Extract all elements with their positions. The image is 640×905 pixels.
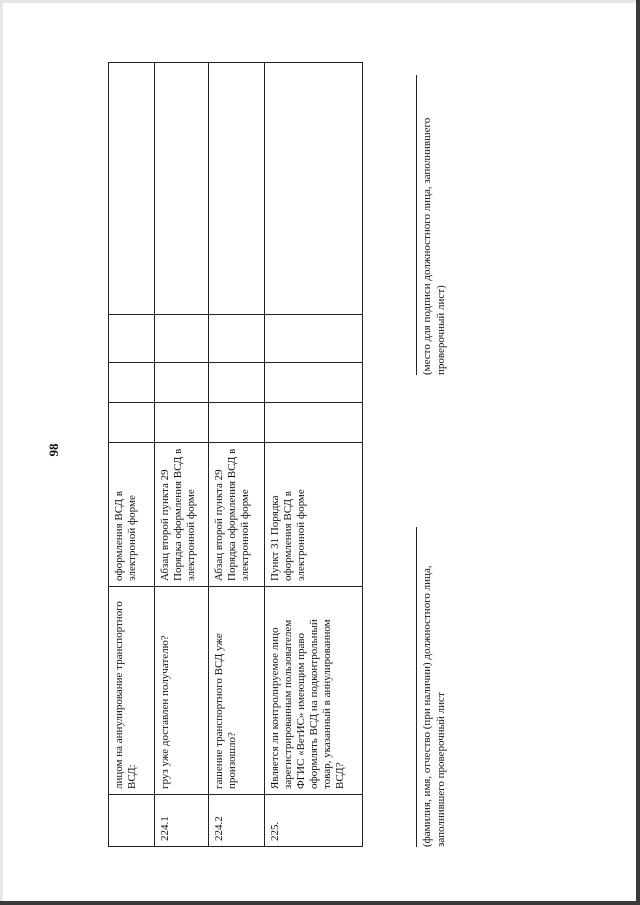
note-cell bbox=[265, 63, 363, 315]
answer-cell bbox=[209, 363, 265, 403]
row-number bbox=[109, 795, 155, 847]
answer-cell bbox=[265, 315, 363, 363]
row-number: 224.1 bbox=[155, 795, 209, 847]
note-cell bbox=[209, 63, 265, 315]
answer-cell bbox=[265, 363, 363, 403]
reference-cell: Пункт 31 Порядка оформления ВСД в электронной форме bbox=[265, 443, 363, 587]
table-row bbox=[265, 63, 363, 847]
question-cell: Является ли контролируемое лицо зарегистрированным пользователем ФГИС «ВетИС» имеющим право оформлять ВСД на подконтрольный товар, указанный в аннулированном ВСД? bbox=[265, 587, 363, 795]
answer-cell bbox=[265, 403, 363, 443]
question-cell: гашение транспортного ВСД уже произошло? bbox=[209, 587, 265, 795]
reference-cell: оформления ВСД в электроной форме bbox=[109, 443, 155, 587]
answer-cell bbox=[109, 315, 155, 363]
signature-line-sign: (место для подписи должностного лица, заполнившего проверочный лист) bbox=[416, 75, 449, 375]
note-cell bbox=[155, 63, 209, 315]
reference-cell: Абзац второй пункта 29 Порядка оформления ВСД в электронной форме bbox=[209, 443, 265, 587]
note-cell bbox=[109, 63, 155, 315]
table-row bbox=[155, 63, 209, 847]
answer-cell bbox=[209, 315, 265, 363]
answer-cell bbox=[155, 403, 209, 443]
table-row bbox=[109, 63, 155, 847]
reference-cell: Абзац второй пункта 29 Порядка оформления ВСД в электронной форме bbox=[155, 443, 209, 587]
table-row bbox=[209, 63, 265, 847]
row-number: 224.2 bbox=[209, 795, 265, 847]
answer-cell bbox=[109, 403, 155, 443]
checklist-table bbox=[108, 62, 363, 847]
row-number: 225. bbox=[265, 795, 363, 847]
signature-line-name: (фамилия, имя, отчество (при наличии) должностного лица, заполнившего проверочный лист bbox=[416, 527, 449, 847]
page-number: 98 bbox=[46, 443, 61, 457]
question-cell: лицом на аннулирование транспортного ВСД: bbox=[109, 587, 155, 795]
question-cell: груз уже доставлен получателю? bbox=[155, 587, 209, 795]
answer-cell bbox=[109, 363, 155, 403]
answer-cell bbox=[209, 403, 265, 443]
answer-cell bbox=[155, 315, 209, 363]
answer-cell bbox=[155, 363, 209, 403]
